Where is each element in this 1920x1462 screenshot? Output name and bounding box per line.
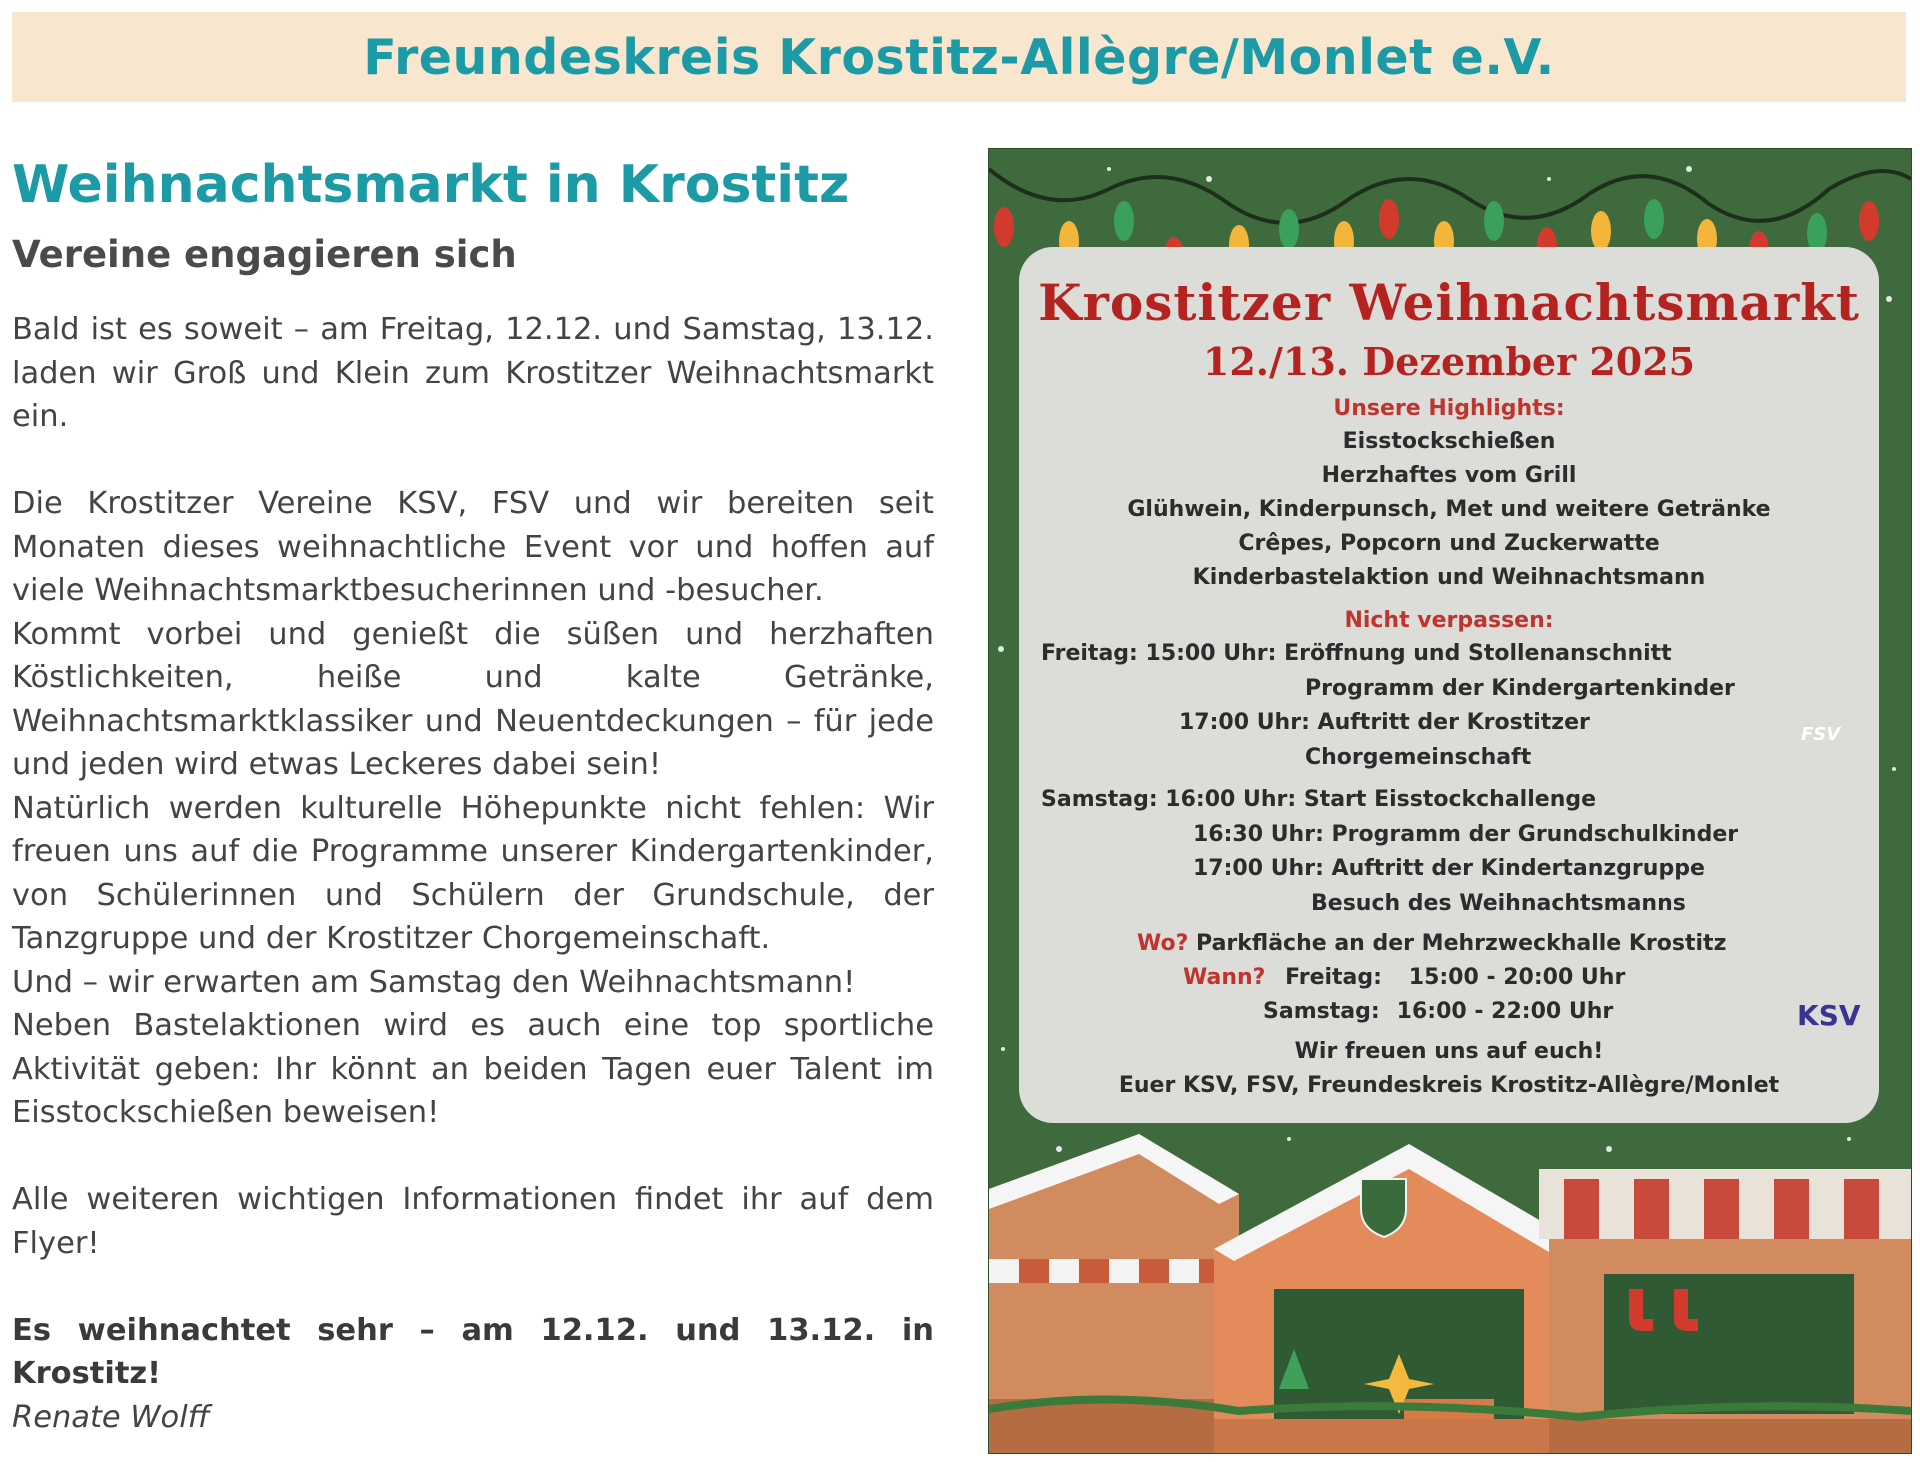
highlight-item: Glühwein, Kinderpunsch, Met und weitere Getränke	[1127, 497, 1771, 522]
saturday-row-1	[1041, 783, 1879, 818]
schedule-text: Eröffnung und Stollenanschnitt	[1284, 641, 1672, 666]
event-flyer	[988, 148, 1912, 1454]
paragraph-2: Die Krostitzer Vereine KSV, FSV und wir bereiten seit Monaten dieses weihnachtliche Event vor und hoffen auf viele Weihnachtsmarktbesucherinnen und -besucher.	[12, 486, 934, 608]
friday-label: Freitag:	[1041, 641, 1138, 666]
friday-row-1	[1041, 637, 1879, 672]
flyer-panel	[1019, 247, 1879, 1123]
article	[12, 148, 934, 1439]
author: Renate Wolff	[12, 1399, 210, 1435]
saturday-row-2	[1041, 818, 1879, 853]
paragraph-4: Natürlich werden kulturelle Höhepunkte nicht fehlen: Wir freuen uns auf die Programme unserer Kindergartenkinder, von Schülerinnen und Schülern der Grundschule, der Tanzgruppe und der Krostitzer Chorgemeinschaft.	[12, 790, 934, 956]
schedule-text: Programm der Grundschulkinder	[1331, 821, 1739, 847]
schedule-text: Auftritt der Krostitzer	[1317, 710, 1590, 735]
wann-time: 15:00 - 20:00 Uhr	[1408, 965, 1626, 990]
schedule-time: 17:00 Uhr:	[1179, 710, 1310, 735]
banner-title: Freundeskreis Krostitz-Allègre/Monlet e.V.	[363, 28, 1555, 86]
market-stalls	[989, 1134, 1911, 1453]
location-info	[1019, 927, 1879, 1029]
wo-label: Wo?	[1137, 931, 1189, 956]
highlights-heading: Unsere Highlights:	[1333, 396, 1565, 421]
fsv-logo-text: FSV	[1801, 724, 1841, 745]
paragraph-7: Alle weiteren wichtigen Informationen findet ihr auf dem Flyer!	[12, 1182, 934, 1261]
schedule-time: 17:00 Uhr:	[1193, 856, 1324, 881]
paragraph-3: Kommt vorbei und genießt die süßen und herzhaften Köstlichkeiten, heiße und kalte Getränke, Weihnachtsmarktklassiker und Neuentdeckungen – für jede und jeden wird etwas Leckeres dabei sein!	[12, 616, 934, 782]
schedule-text: Programm der Kindergartenkinder	[1305, 675, 1735, 701]
freuen-line: Wir freuen uns auf euch!	[1294, 1039, 1604, 1064]
ksv-logo-text: KSV	[1797, 999, 1861, 1032]
signoff-line: Euer KSV, FSV, Freundeskreis Krostitz-Allègre/Monlet	[1118, 1073, 1780, 1098]
wann-label: Wann?	[1183, 965, 1266, 990]
article-body	[12, 308, 934, 1439]
closing-line: Es weihnachtet sehr – am 12.12. und 13.12. in Krostitz!	[12, 1312, 934, 1391]
schedule	[1019, 637, 1879, 921]
highlight-item: Crêpes, Popcorn und Zuckerwatte	[1238, 531, 1660, 556]
wo-text: Parkfläche an der Mehrzweckhalle Krostitz	[1196, 931, 1727, 956]
friday-row-2	[1041, 706, 1879, 741]
wann-day: Freitag:	[1285, 965, 1382, 990]
saturday-row-3	[1041, 852, 1879, 887]
wann-row-2	[1137, 995, 1879, 1029]
wann-row-1	[1137, 961, 1879, 995]
flyer-date: 12./13. Dezember 2025	[1202, 339, 1696, 384]
paragraph-5: Und – wir erwarten am Samstag den Weihnachtsmann!	[12, 964, 856, 1000]
schedule-time: 16:30 Uhr:	[1193, 821, 1324, 847]
nicht-verpassen-heading: Nicht verpassen:	[1344, 608, 1554, 633]
wann-time: 16:00 - 22:00 Uhr	[1396, 999, 1614, 1024]
schedule-time: 16:00 Uhr:	[1165, 787, 1297, 812]
wo-row	[1137, 927, 1879, 961]
saturday-label: Samstag:	[1041, 787, 1158, 812]
article-title: Weihnachtsmarkt in Krostitz	[12, 155, 850, 215]
paragraph-6: Neben Bastelaktionen wird es auch eine top sportliche Aktivität geben: Ihr könnt an beiden Tagen euer Talent im Eisstockschießen beweisen!	[12, 1008, 934, 1130]
schedule-text: Chorgemeinschaft	[1305, 744, 1532, 770]
highlight-item: Eisstockschießen	[1342, 429, 1556, 454]
schedule-text: Auftritt der Kindertanzgruppe	[1331, 856, 1705, 881]
article-subtitle: Vereine engagieren sich	[12, 233, 517, 276]
highlight-item: Herzhaftes vom Grill	[1321, 463, 1577, 488]
flyer-title: Krostitzer Weihnachtsmarkt	[1038, 273, 1860, 332]
schedule-text: Start Eisstockchallenge	[1303, 787, 1597, 812]
paragraph-1: Bald ist es soweit – am Freitag, 12.12. und Samstag, 13.12. laden wir Groß und Klein zum Krostitzer Weihnachtsmarkt ein.	[12, 312, 934, 434]
wann-day: Samstag:	[1263, 999, 1380, 1024]
highlight-item: Kinderbastelaktion und Weihnachtsmann	[1192, 565, 1706, 590]
schedule-time: 15:00 Uhr:	[1145, 641, 1277, 666]
schedule-text: Besuch des Weihnachtsmanns	[1311, 890, 1686, 916]
header-banner	[12, 12, 1906, 102]
